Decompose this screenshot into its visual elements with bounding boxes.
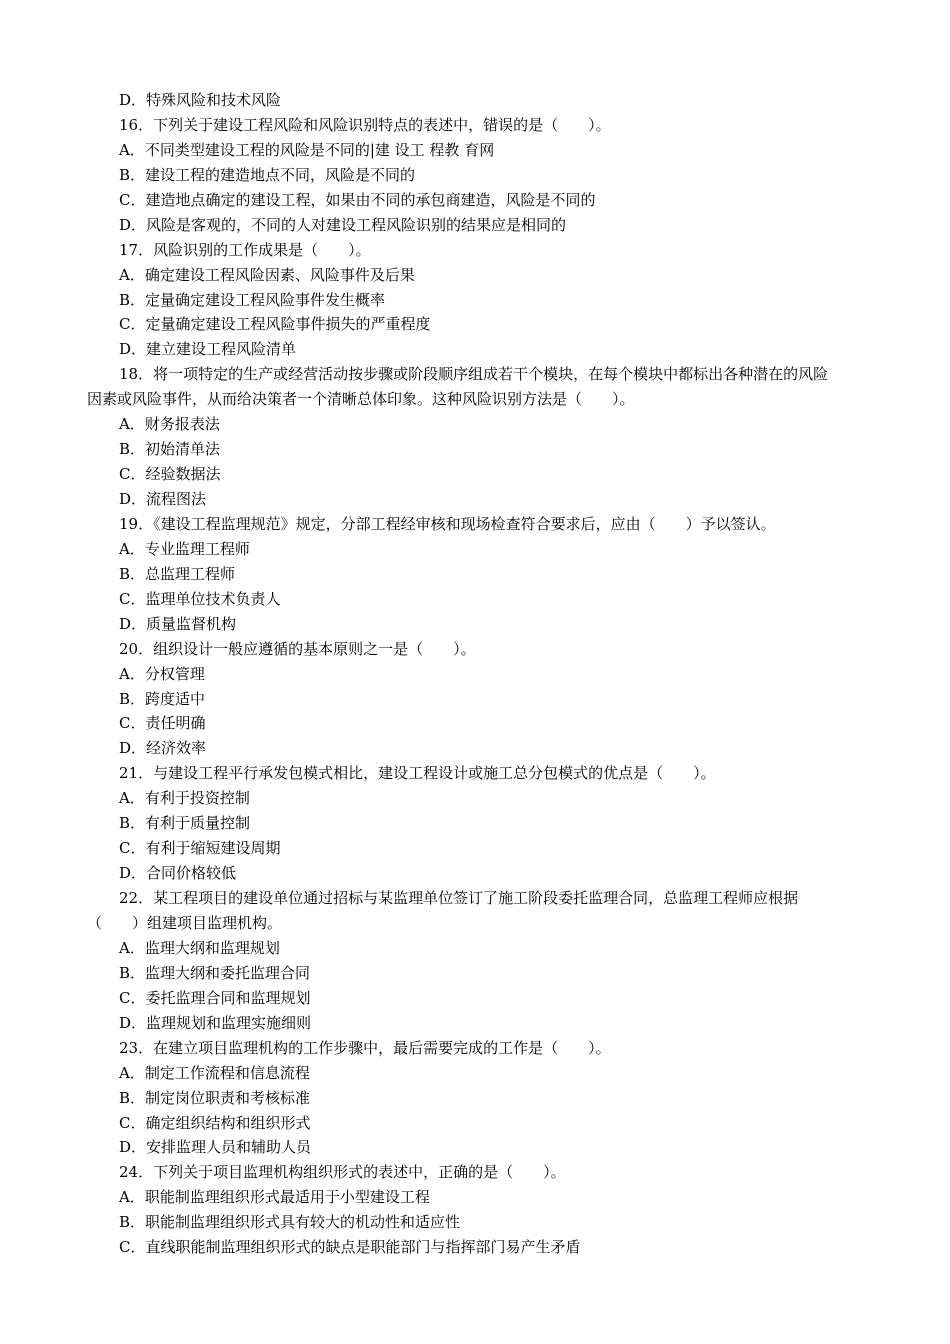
- option-line: A．监理大纲和监理规划: [119, 938, 280, 957]
- question-line: 20．组织设计一般应遵循的基本原则之一是（ ）。: [119, 639, 476, 658]
- document-page: [0, 88, 950, 1260]
- option-line: A．确定建设工程风险因素、风险事件及后果: [119, 265, 415, 284]
- option-line: C．责任明确: [119, 714, 206, 733]
- option-line: A．财务报表法: [119, 415, 220, 434]
- option-line: B．建设工程的建造地点不同，风险是不同的: [119, 165, 416, 184]
- question-line: 18．将一项特定的生产或经营活动按步骤或阶段顺序组成若干个模块，在每个模块中都标出各种潜在的风险因素或风险事件，从而给决策者一个清晰总体印象。这种风险识别方法是（ ）。: [87, 365, 829, 409]
- option-line: A．分权管理: [119, 664, 205, 683]
- question-line: 23．在建立项目监理机构的工作步骤中，最后需要完成的工作是（ ）。: [119, 1038, 611, 1057]
- option-line: C．委托监理合同和监理规划: [119, 988, 311, 1007]
- question-line: 24．下列关于项目监理机构组织形式的表述中，正确的是（ ）。: [119, 1163, 566, 1182]
- option-line: D．风险是客观的，不同的人对建设工程风险识别的结果应是相同的: [119, 215, 567, 234]
- option-line: A．制定工作流程和信息流程: [119, 1063, 310, 1082]
- option-line: B．监理大纲和委托监理合同: [119, 963, 311, 982]
- option-line: B．有利于质量控制: [119, 814, 251, 833]
- option-line: B．定量确定建设工程风险事件发生概率: [119, 290, 386, 309]
- option-line: C．监理单位技术负责人: [119, 589, 281, 608]
- question-line: 19．《建设工程监理规范》规定，分部工程经审核和现场检查符合要求后，应由（ ）予以签认。: [119, 514, 776, 533]
- option-line: D．建立建设工程风险清单: [119, 340, 297, 359]
- option-line: D．质量监督机构: [119, 614, 237, 633]
- option-line: D．经济效率: [119, 739, 207, 758]
- option-line: D．流程图法: [119, 490, 207, 509]
- option-line: B．总监理工程师: [119, 564, 236, 583]
- option-line: C．有利于缩短建设周期: [119, 839, 281, 858]
- option-line: A．不同类型建设工程的风险是不同的|建 设工 程教 育网: [119, 140, 495, 159]
- option-line: C．建造地点确定的建设工程，如果由不同的承包商建造，风险是不同的: [119, 190, 596, 209]
- option-line: D．特殊风险和技术风险: [119, 91, 282, 109]
- option-line: C．确定组织结构和组织形式: [119, 1113, 311, 1132]
- question-line: 22．某工程项目的建设单位通过招标与某监理单位签订了施工阶段委托监理合同，总监理工程师应根据（ ）组建项目监理机构。: [87, 889, 799, 932]
- option-line: D．监理规划和监理实施细则: [119, 1013, 312, 1032]
- question-line: 17．风险识别的工作成果是（ ）。: [119, 240, 371, 259]
- question-line: 16．下列关于建设工程风险和风险识别特点的表述中，错误的是（ ）。: [119, 115, 611, 134]
- option-line: C．经验数据法: [119, 465, 221, 484]
- option-line: A．专业监理工程师: [119, 539, 250, 558]
- option-line: B．跨度适中: [119, 689, 206, 708]
- option-line: A．有利于投资控制: [119, 789, 250, 808]
- option-line: D．合同价格较低: [119, 864, 237, 883]
- question-line: 21．与建设工程平行承发包模式相比，建设工程设计或施工总分包模式的优点是（ ）。: [119, 764, 716, 783]
- option-line: C．直线职能制监理组织形式的缺点是职能部门与指挥部门易产生矛盾: [119, 1238, 581, 1257]
- option-line: B．职能制监理组织形式具有较大的机动性和适应性: [119, 1213, 461, 1232]
- option-line: B．制定岗位职责和考核标准: [119, 1088, 311, 1107]
- option-line: B．初始清单法: [119, 440, 221, 459]
- option-line: C．定量确定建设工程风险事件损失的严重程度: [119, 315, 431, 334]
- option-line: D．安排监理人员和辅助人员: [119, 1138, 312, 1157]
- option-line: A．职能制监理组织形式最适用于小型建设工程: [119, 1188, 430, 1207]
